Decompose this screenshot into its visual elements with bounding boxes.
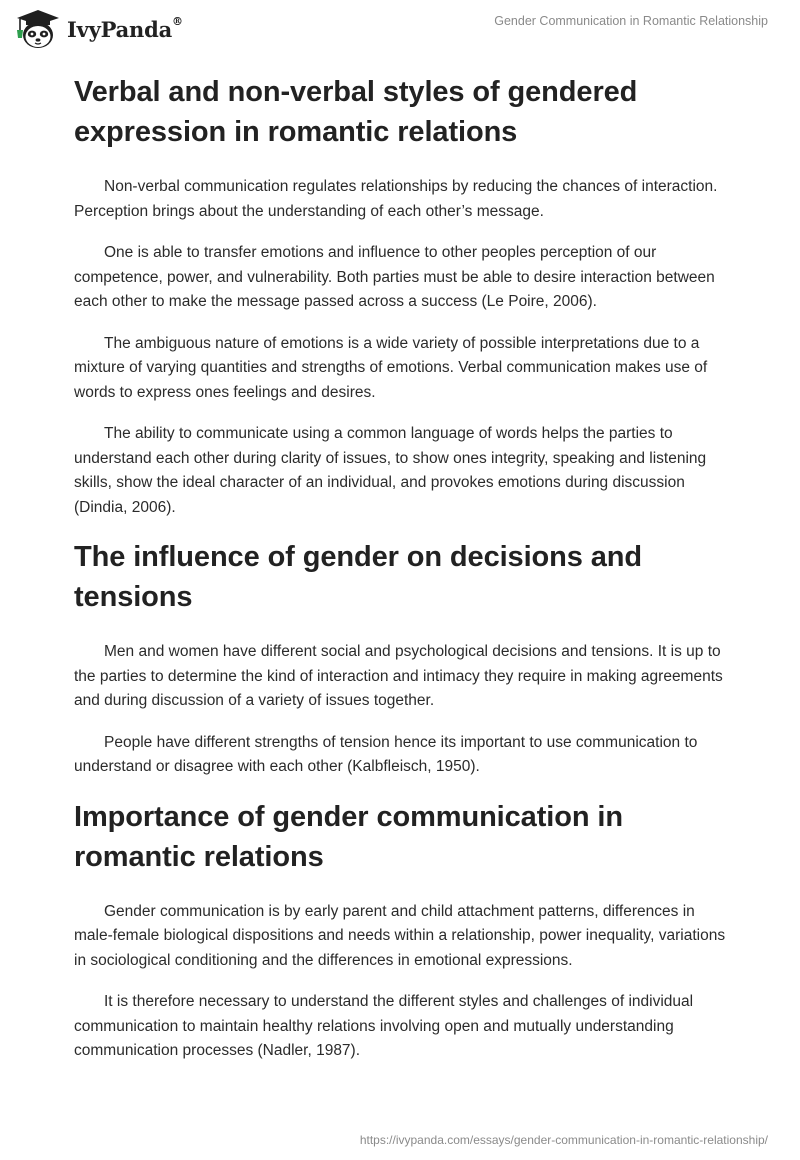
paragraph: Gender communication is by early parent and child attachment patterns, differences in male-female biological dispositions and needs within a relationship, power inequality, variations in sociological conditioning and the differences in emotional expressions. <box>74 902 726 969</box>
paragraph: One is able to transfer emotions and influence to other peoples perception of our competence, power, and vulnerability. Both parties must be able to desire interaction between each other to make the message passed across a success (Le Poire, 2006). <box>74 244 715 310</box>
paragraph: People have different strengths of tension hence its important to use communication to understand or disagree with each other (Kalbfleisch, 1950). <box>74 733 698 775</box>
paragraph: Non-verbal communication regulates relationships by reducing the chances of interaction. Perception brings about the understanding of each other’s message. <box>74 178 718 220</box>
logo-text: IvyPanda® <box>67 14 183 42</box>
section-verbal-nonverbal <box>74 72 730 520</box>
registered-mark: ® <box>172 14 183 28</box>
document-title: Gender Communication in Romantic Relationship <box>494 14 768 28</box>
panda-logo-icon <box>14 8 62 50</box>
paragraph: The ability to communicate using a common language of words helps the parties to understand each other during clarity of issues, to show ones integrity, speaking and listening skills, show the ideal character of an individual, and provokes emotions during discussion (Dindia, 2006). <box>74 425 707 516</box>
section-heading: Verbal and non-verbal styles of gendered expression in romantic relations <box>74 76 638 148</box>
paragraph: It is therefore necessary to understand the different styles and challenges of individual communication to maintain healthy relations involving open and mutually understanding communication processes (Nadler, 1987). <box>74 993 694 1059</box>
section-influence-of-gender <box>74 537 730 780</box>
essay-content <box>74 72 730 1081</box>
section-importance-of-communication <box>74 797 730 1064</box>
page-header <box>0 0 800 70</box>
ivypanda-logo[interactable] <box>14 8 183 50</box>
section-heading: The influence of gender on decisions and tensions <box>74 541 643 613</box>
section-heading: Importance of gender communication in romantic relations <box>74 800 623 873</box>
paragraph: The ambiguous nature of emotions is a wide variety of possible interpretations due to a mixture of varying quantities and strengths of emotions. Verbal communication makes use of words to express ones feelings and desires. <box>74 334 708 401</box>
paragraph: Men and women have different social and psychological decisions and tensions. It is up to the parties to determine the kind of interaction and intimacy they require in making agreements and during discussion of a variety of issues together. <box>74 643 723 709</box>
source-url[interactable]: https://ivypanda.com/essays/gender-communication-in-romantic-relationship/ <box>359 1133 768 1147</box>
